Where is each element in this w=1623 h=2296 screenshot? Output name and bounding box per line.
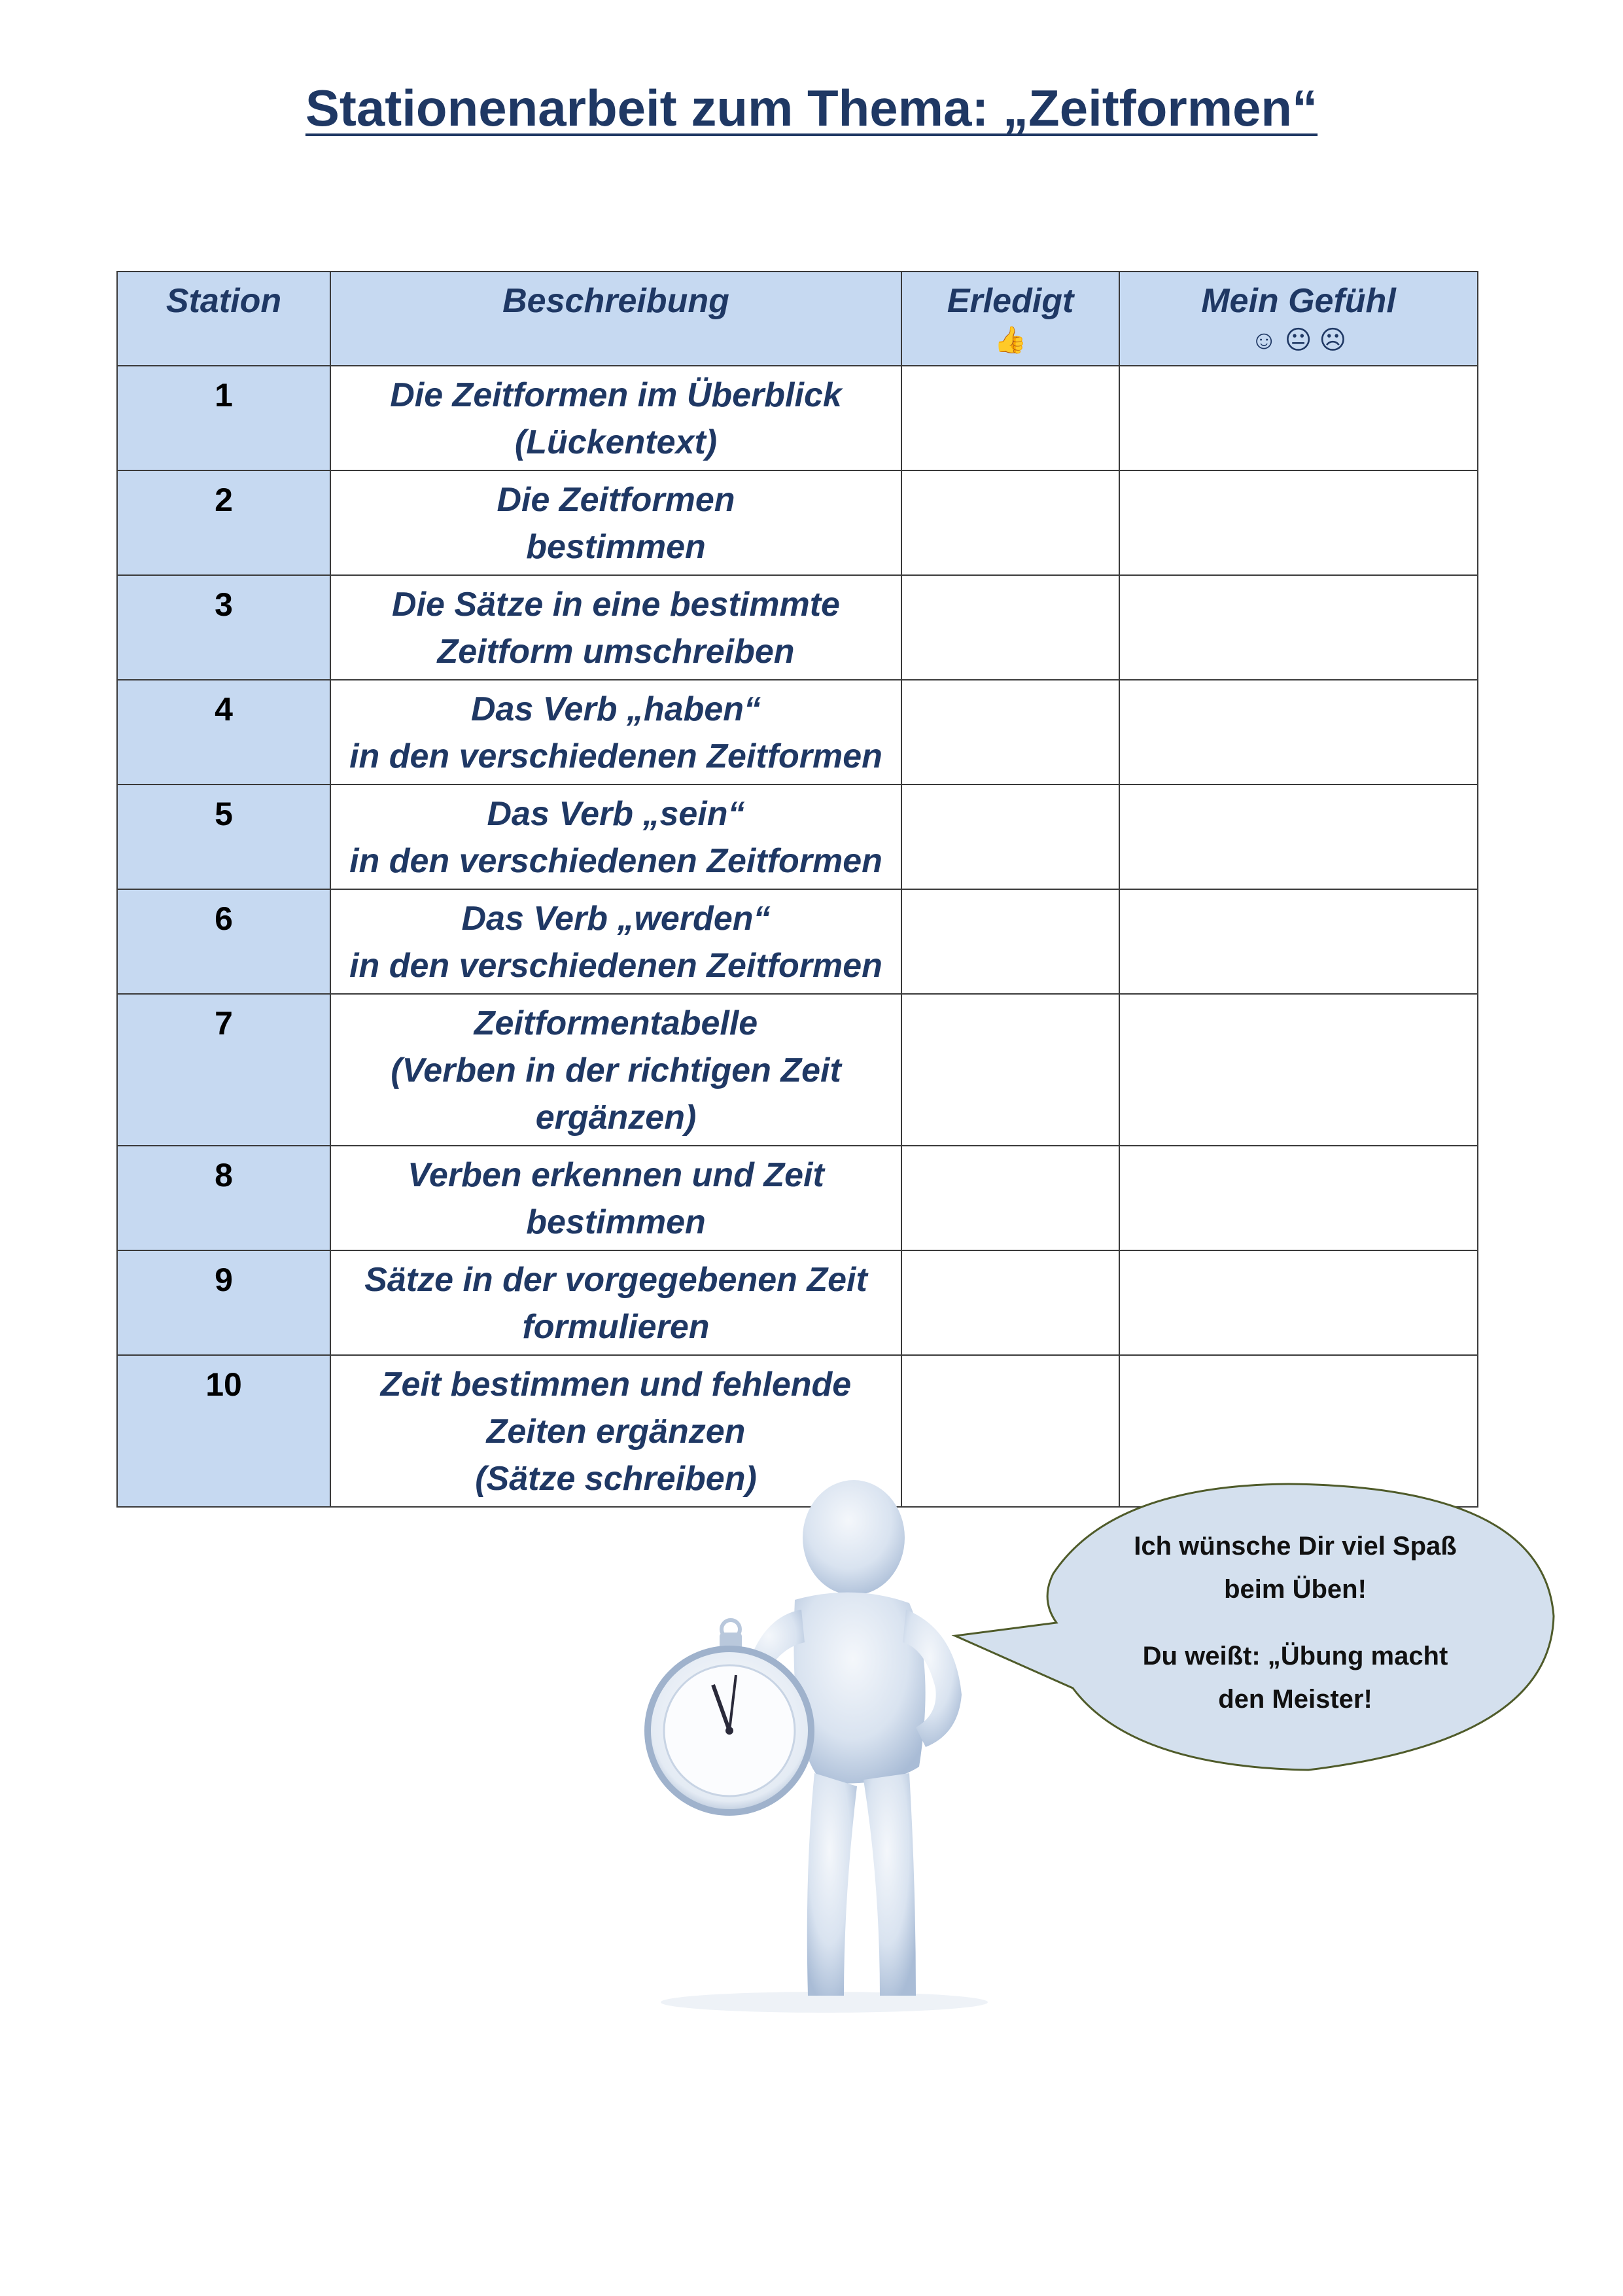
station-number: 1 [117,366,330,470]
station-description: Das Verb „sein“ in den verschiedenen Zeitformen [330,785,901,889]
feeling-cell [1119,889,1478,994]
station-description: Die Sätze in eine bestimmte Zeitform umschreiben [330,575,901,680]
bubble-line: den Meister! [1218,1685,1372,1714]
figure-with-stopwatch-illustration [628,1479,994,2015]
station-number: 5 [117,785,330,889]
station-description: Die Zeitformen im Überblick (Lückentext) [330,366,901,470]
feeling-cell [1119,366,1478,470]
table-row [117,575,1478,680]
station-number: 9 [117,1250,330,1355]
station-description: Die Zeitformen bestimmen [330,470,901,575]
feeling-cell [1119,1250,1478,1355]
station-description: Das Verb „haben“ in den verschiedenen Zeitformen [330,680,901,785]
station-number: 3 [117,575,330,680]
done-cell [901,889,1119,994]
table-row [117,470,1478,575]
station-description: Das Verb „werden“ in den verschiedenen Zeitformen [330,889,901,994]
feeling-cell [1119,575,1478,680]
table-row [117,1146,1478,1250]
table-row [117,994,1478,1146]
station-number: 8 [117,1146,330,1250]
done-cell [901,470,1119,575]
done-cell [901,366,1119,470]
bubble-line: Du weißt: „Übung macht [1142,1642,1448,1670]
header-description: Beschreibung [330,272,901,366]
header-station: Station [117,272,330,366]
station-number: 4 [117,680,330,785]
feeling-cell [1119,1146,1478,1250]
header-done-label: Erledigt [947,282,1074,320]
done-cell [901,575,1119,680]
table-row [117,889,1478,994]
station-number: 7 [117,994,330,1146]
bubble-line: beim Üben! [1224,1575,1367,1604]
table-row [117,680,1478,785]
table-row [117,366,1478,470]
page-title: Stationenarbeit zum Thema: „Zeitformen“ [305,79,1318,137]
header-feeling-label: Mein Gefühl [1201,282,1396,320]
done-cell [901,1250,1119,1355]
thumbs-up-icon: 👍 [994,326,1027,355]
station-description: Verben erkennen und Zeit bestimmen [330,1146,901,1250]
done-cell [901,785,1119,889]
feeling-cell [1119,470,1478,575]
speech-bubble-text [1047,1525,1544,1744]
done-cell [901,994,1119,1146]
feeling-cell [1119,994,1478,1146]
station-number: 2 [117,470,330,575]
table-row [117,785,1478,889]
feeling-cell [1119,785,1478,889]
station-description: Zeitformentabelle (Verben in der richtigen Zeit ergänzen) [330,994,901,1146]
header-done [901,272,1119,366]
done-cell [901,1146,1119,1250]
table-header-row [117,272,1478,366]
done-cell [901,680,1119,785]
station-number: 6 [117,889,330,994]
station-number: 10 [117,1355,330,1507]
station-description: Zeit bestimmen und fehlende Zeiten ergänzen (Sätze schreiben) [330,1355,901,1507]
smiley-faces-icon: ☺ 😐 ☹ [1250,326,1347,355]
feeling-cell [1119,680,1478,785]
station-description: Sätze in der vorgegebenen Zeit formulieren [330,1250,901,1355]
bubble-line: Ich wünsche Dir viel Spaß [1134,1532,1457,1561]
table-row [117,1250,1478,1355]
header-feeling [1119,272,1478,366]
stations-table [116,271,1478,1508]
